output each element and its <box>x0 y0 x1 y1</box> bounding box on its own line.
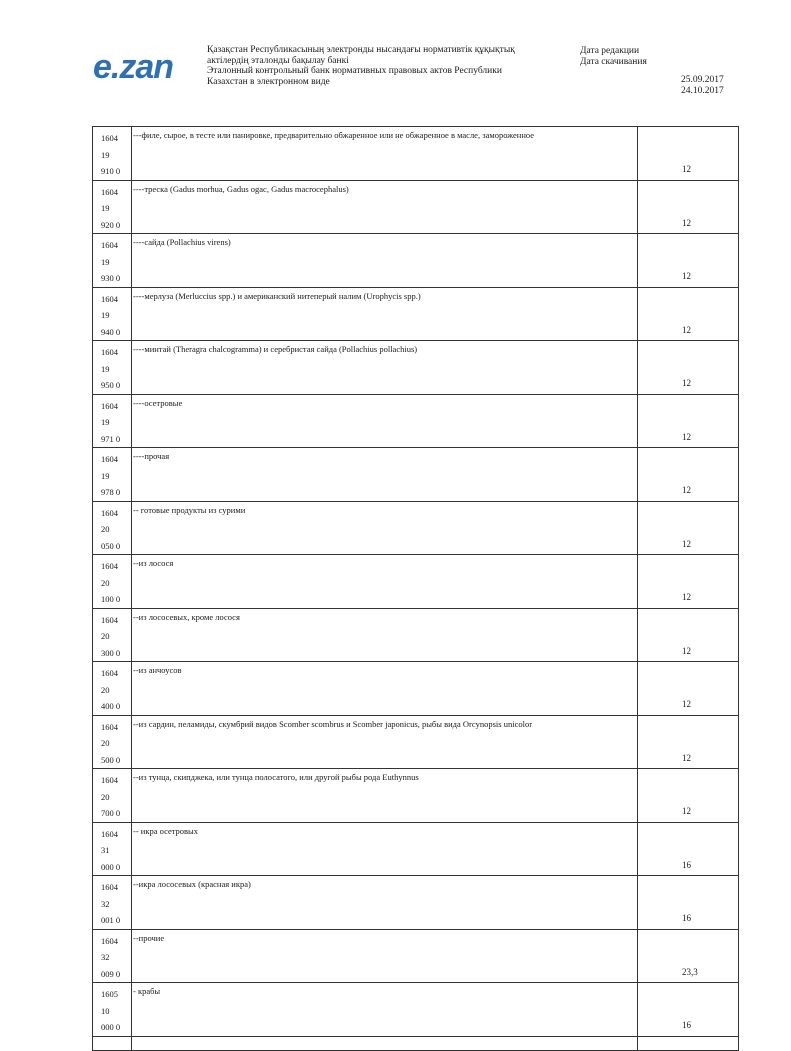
code-part: 20 <box>101 524 110 534</box>
code-cell <box>93 822 132 876</box>
table-row <box>93 662 739 716</box>
description-cell <box>132 822 638 876</box>
code-cell <box>93 501 132 555</box>
empty-cell <box>93 1036 132 1050</box>
code-cell <box>93 448 132 502</box>
code-lines <box>93 555 131 608</box>
table-row <box>93 608 739 662</box>
rate-value: 12 <box>682 324 691 335</box>
code-part: 1604 <box>101 240 118 250</box>
rate-value: 16 <box>682 1020 691 1030</box>
description-cell <box>132 608 638 662</box>
table-row <box>93 394 739 448</box>
code-part: 700 0 <box>101 808 121 818</box>
rate-cell <box>638 127 739 181</box>
code-part: 1604 <box>101 133 118 143</box>
code-lines <box>93 662 131 715</box>
description-cell <box>132 234 638 288</box>
rate-cell <box>638 769 739 823</box>
code-part: 009 0 <box>101 968 121 979</box>
rate-value: 12 <box>682 699 691 709</box>
org-line: Эталонный контрольный банк нормативных правовых актов Республики <box>207 66 502 76</box>
rate-cell <box>638 715 739 769</box>
download-date-value: 24.10.2017 <box>681 86 724 96</box>
code-part: 20 <box>101 791 110 802</box>
rate-value: 12 <box>682 538 691 549</box>
code-lines <box>93 769 131 822</box>
org-line: Қазақстан Республикасының электронды нысандағы нормативтік құқықтық <box>207 45 515 55</box>
rate-value: 12 <box>682 217 691 228</box>
description-cell <box>132 394 638 448</box>
code-lines <box>93 983 131 1036</box>
rate-value: 16 <box>682 913 691 923</box>
code-part: 1604 <box>101 293 118 304</box>
rate-cell <box>638 287 739 341</box>
description-cell <box>132 555 638 609</box>
table-row <box>93 127 739 181</box>
code-part: 20 <box>101 684 110 695</box>
code-cell <box>93 715 132 769</box>
rate-value: 12 <box>682 431 691 442</box>
code-lines <box>93 609 131 662</box>
table-row <box>93 822 739 876</box>
code-cell <box>93 180 132 234</box>
code-part: 1604 <box>101 882 118 892</box>
description-text: ----осетровые <box>133 397 183 408</box>
code-part: 32 <box>101 952 110 962</box>
rate-value: 12 <box>682 485 691 495</box>
code-part: 050 0 <box>101 540 121 551</box>
code-part: 19 <box>101 363 110 374</box>
header-date-labels <box>580 46 647 68</box>
description-cell <box>132 341 638 395</box>
tariff-table-body <box>93 127 739 1051</box>
empty-cell <box>638 1036 739 1050</box>
description-cell <box>132 287 638 341</box>
code-part: 20 <box>101 577 110 588</box>
code-lines <box>93 716 131 769</box>
edit-date-label: Дата редакции <box>580 46 640 56</box>
table-row <box>93 555 739 609</box>
description-cell <box>132 769 638 823</box>
code-part: 1604 <box>101 186 118 197</box>
code-part: 971 0 <box>101 433 121 444</box>
rate-cell <box>638 501 739 555</box>
rate-value: 12 <box>682 752 691 763</box>
empty-cell <box>132 1036 638 1050</box>
code-lines <box>93 181 131 234</box>
org-line: Казахстан в электронном виде <box>207 76 330 87</box>
code-part: 20 <box>101 738 110 748</box>
code-part: 100 0 <box>101 594 121 604</box>
rate-value: 12 <box>682 592 691 602</box>
code-part: 20 <box>101 631 110 641</box>
rate-value: 12 <box>682 271 691 281</box>
code-cell <box>93 769 132 823</box>
description-text: ----прочая <box>133 451 170 461</box>
code-part: 1604 <box>101 561 118 571</box>
code-cell <box>93 983 132 1037</box>
org-line: актілердің эталонды бақылау банкі <box>207 55 349 66</box>
rate-cell <box>638 983 739 1037</box>
rate-value: 12 <box>682 806 691 816</box>
code-part: 1604 <box>101 668 118 678</box>
rate-cell <box>638 662 739 716</box>
tariff-table <box>92 126 739 1051</box>
code-part: 31 <box>101 845 110 855</box>
rate-cell <box>638 822 739 876</box>
code-part: 19 <box>101 149 110 160</box>
description-text: --икра лососевых (красная икра) <box>133 879 251 889</box>
description-cell <box>132 983 638 1037</box>
code-part: 930 0 <box>101 273 121 283</box>
rate-cell <box>638 394 739 448</box>
code-lines <box>93 876 131 929</box>
rate-cell <box>638 929 739 983</box>
table-row <box>93 341 739 395</box>
description-text: ----треска (Gadus morhua, Gadus ogac, Gadus macrocephalus) <box>133 183 349 194</box>
code-part: 19 <box>101 470 110 481</box>
rate-value: 12 <box>682 645 691 656</box>
code-cell <box>93 555 132 609</box>
description-text: ----мерлуза (Merluccius spp.) и американский нитеперый налим (Urophycis spp.) <box>133 290 421 301</box>
code-cell <box>93 341 132 395</box>
table-row <box>93 180 739 234</box>
table-row <box>93 234 739 288</box>
description-cell <box>132 929 638 983</box>
description-text: --прочие <box>133 932 165 943</box>
code-part: 1604 <box>101 507 118 518</box>
description-text: - крабы <box>133 986 161 996</box>
rate-cell <box>638 448 739 502</box>
download-date-label: Дата скачивания <box>580 57 647 67</box>
code-part: 1604 <box>101 454 118 464</box>
code-part: 19 <box>101 310 110 320</box>
table-row <box>93 287 739 341</box>
code-part: 1604 <box>101 828 118 839</box>
code-part: 950 0 <box>101 380 121 390</box>
code-cell <box>93 127 132 181</box>
rate-cell <box>638 555 739 609</box>
description-cell <box>132 876 638 930</box>
empty-row <box>93 1036 739 1050</box>
code-part: 000 0 <box>101 1022 121 1032</box>
code-part: 910 0 <box>101 166 121 176</box>
description-text: --из анчоусов <box>133 665 182 675</box>
rate-value: 23,3 <box>682 966 698 977</box>
description-cell <box>132 180 638 234</box>
rate-cell <box>638 341 739 395</box>
description-cell <box>132 662 638 716</box>
code-part: 1604 <box>101 347 118 357</box>
code-part: 1604 <box>101 935 118 946</box>
table-row <box>93 876 739 930</box>
table-row <box>93 929 739 983</box>
rate-cell <box>638 608 739 662</box>
code-cell <box>93 876 132 930</box>
rate-value: 12 <box>682 378 691 388</box>
code-part: 300 0 <box>101 647 121 658</box>
rate-value: 12 <box>682 164 691 174</box>
code-part: 940 0 <box>101 326 121 337</box>
code-part: 1604 <box>101 721 118 732</box>
rate-cell <box>638 234 739 288</box>
code-cell <box>93 929 132 983</box>
description-cell <box>132 448 638 502</box>
ezan-logo: e.zan <box>93 48 174 86</box>
code-part: 920 0 <box>101 219 121 230</box>
code-lines <box>93 395 131 448</box>
code-cell <box>93 662 132 716</box>
description-text: -- икра осетровых <box>133 825 199 836</box>
code-lines <box>93 234 131 287</box>
header-org-text <box>207 45 557 87</box>
code-lines <box>93 448 131 501</box>
edit-date-value: 25.09.2017 <box>681 75 724 85</box>
description-text: --из сардин, пеламиды, скумбрий видов Scomber scombrus и Scomber japonicus, рыбы вида Orcynopsis unicolor <box>133 718 533 729</box>
code-cell <box>93 287 132 341</box>
header-dates <box>681 75 724 97</box>
code-part: 1604 <box>101 400 118 411</box>
code-cell <box>93 394 132 448</box>
description-text: --из тунца, скипджека, или тунца полосатого, или другой рыбы рода Euthynnus <box>133 772 419 782</box>
description-text: ----сайда (Pollachius virens) <box>133 237 231 247</box>
code-part: 10 <box>101 1005 110 1016</box>
code-lines <box>93 288 131 341</box>
table-row <box>93 501 739 555</box>
code-lines <box>93 502 131 555</box>
table-row <box>93 769 739 823</box>
description-text: ----минтай (Theragra chalcogramma) и серебристая сайда (Pollachius pollachius) <box>133 344 418 354</box>
description-text: -- готовые продукты из сурими <box>133 504 246 515</box>
code-part: 400 0 <box>101 701 121 711</box>
code-cell <box>93 234 132 288</box>
description-cell <box>132 501 638 555</box>
code-lines <box>93 341 131 394</box>
code-part: 001 0 <box>101 915 121 925</box>
code-part: 19 <box>101 203 110 213</box>
table-row <box>93 715 739 769</box>
description-text: ---филе, сырое, в тесте или панировке, предварительно обжаренное или не обжаренное в масле, замороженное <box>133 130 535 140</box>
code-part: 978 0 <box>101 487 121 497</box>
code-part: 32 <box>101 898 110 909</box>
code-part: 000 0 <box>101 861 121 872</box>
rate-cell <box>638 876 739 930</box>
code-lines <box>93 823 131 876</box>
description-cell <box>132 127 638 181</box>
table-row <box>93 448 739 502</box>
description-cell <box>132 715 638 769</box>
table-row <box>93 983 739 1037</box>
code-lines <box>93 127 131 180</box>
rate-cell <box>638 180 739 234</box>
code-part: 19 <box>101 256 110 267</box>
description-text: --из лососевых, кроме лосося <box>133 611 240 622</box>
code-lines <box>93 930 131 983</box>
code-part: 1604 <box>101 775 118 785</box>
rate-value: 16 <box>682 859 691 870</box>
code-cell <box>93 608 132 662</box>
code-part: 1605 <box>101 989 118 999</box>
code-part: 1604 <box>101 614 118 625</box>
description-text: --из лосося <box>133 558 174 568</box>
code-part: 500 0 <box>101 754 121 765</box>
code-part: 19 <box>101 417 110 427</box>
